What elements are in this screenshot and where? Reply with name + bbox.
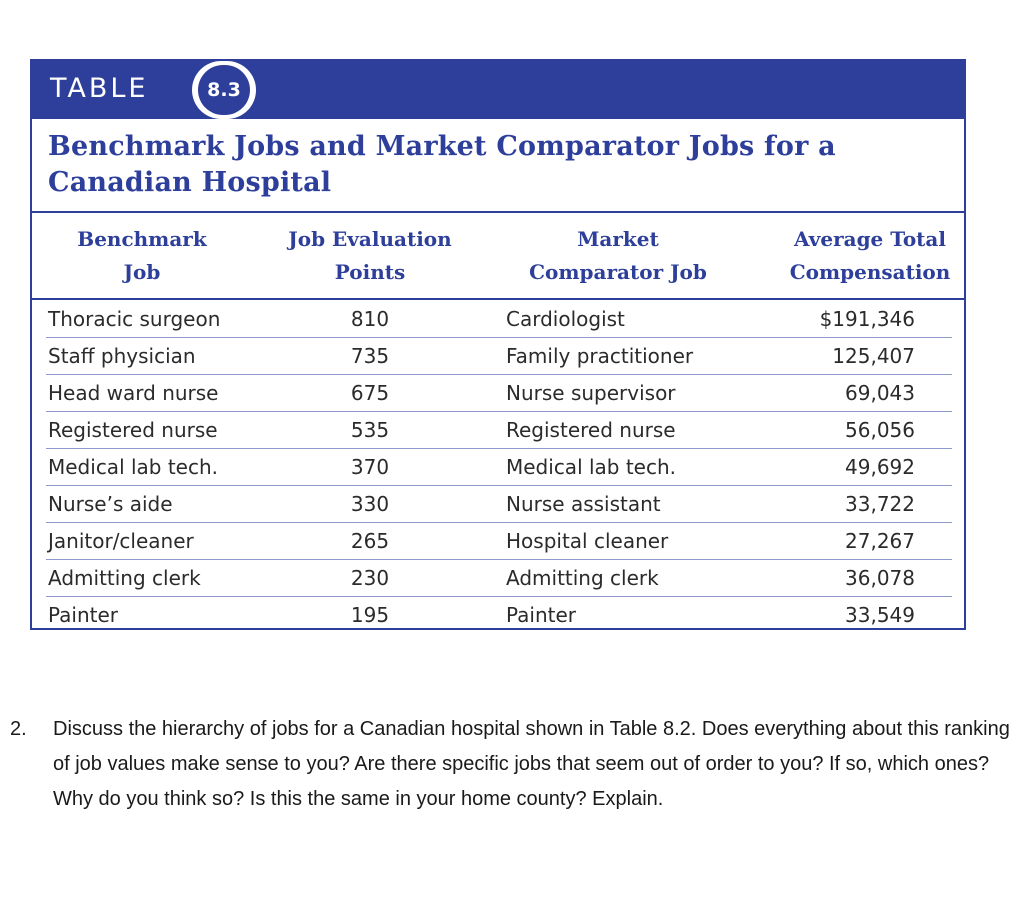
compensation-cell: 27,267 (845, 529, 915, 553)
table-8-3 (30, 59, 966, 630)
comparator-job-cell: Nurse supervisor (506, 381, 676, 405)
column-header-job-evaluation-points: Job Evaluation Points (288, 227, 452, 284)
column-header-market-comparator-job: Market Comparator Job (529, 227, 707, 284)
table-row (32, 375, 964, 412)
benchmark-job-cell: Admitting clerk (48, 566, 201, 590)
table-row (32, 338, 964, 375)
comparator-job-cell: Admitting clerk (506, 566, 659, 590)
comparator-job-cell: Nurse assistant (506, 492, 661, 516)
table-header-bar (32, 61, 964, 119)
column-header-benchmark-job: Benchmark Job (77, 227, 207, 284)
table-title: Benchmark Jobs and Market Comparator Jobs for a Canadian Hospital (48, 131, 836, 198)
comparator-job-cell: Hospital cleaner (506, 529, 669, 553)
divider (32, 211, 964, 213)
compensation-cell: 33,722 (845, 492, 915, 516)
column-header-average-total-compensation: Average Total Compensation (789, 227, 951, 284)
table-label: TABLE (50, 73, 149, 104)
points-cell: 735 (350, 344, 390, 368)
benchmark-job-cell: Staff physician (48, 344, 196, 368)
table-number: 8.3 (198, 65, 250, 115)
table-row (32, 449, 964, 486)
question-number: 2. (10, 718, 27, 740)
points-cell: 330 (350, 492, 390, 516)
comparator-job-cell: Registered nurse (506, 418, 676, 442)
benchmark-job-cell: Thoracic surgeon (48, 307, 221, 331)
points-cell: 675 (350, 381, 390, 405)
benchmark-job-cell: Head ward nurse (48, 381, 219, 405)
compensation-cell: $191,346 (819, 307, 915, 331)
compensation-cell: 56,056 (845, 418, 915, 442)
table-row (32, 301, 964, 338)
comparator-job-cell: Cardiologist (506, 307, 625, 331)
table-row (32, 412, 964, 449)
compensation-cell: 36,078 (845, 566, 915, 590)
points-cell: 810 (350, 307, 390, 331)
benchmark-job-cell: Registered nurse (48, 418, 218, 442)
compensation-cell: 69,043 (845, 381, 915, 405)
table-number-badge (192, 61, 256, 119)
table-row (32, 560, 964, 597)
points-cell: 370 (350, 455, 390, 479)
points-cell: 265 (350, 529, 390, 553)
points-cell: 195 (350, 603, 390, 627)
benchmark-job-cell: Nurse’s aide (48, 492, 173, 516)
table-row (32, 486, 964, 523)
divider (32, 298, 964, 300)
benchmark-job-cell: Medical lab tech. (48, 455, 219, 479)
compensation-cell: 33,549 (845, 603, 915, 627)
points-cell: 230 (350, 566, 390, 590)
table-body (32, 301, 964, 634)
compensation-cell: 125,407 (832, 344, 915, 368)
comparator-job-cell: Painter (506, 603, 577, 627)
compensation-cell: 49,692 (845, 455, 915, 479)
comparator-job-cell: Medical lab tech. (506, 455, 677, 479)
benchmark-job-cell: Painter (48, 603, 119, 627)
comparator-job-cell: Family practitioner (506, 344, 694, 368)
table-row (32, 597, 964, 634)
table-row (32, 523, 964, 560)
question-text: Discuss the hierarchy of jobs for a Canadian hospital shown in Table 8.2. Does everything about this ranking of job values make sense to you? Are there specific jobs that seem out of order to you? If so, which ones? Why do you think so? Is this the same in your home county? Explain. (53, 718, 1010, 810)
points-cell: 535 (350, 418, 390, 442)
benchmark-job-cell: Janitor/cleaner (48, 529, 194, 553)
